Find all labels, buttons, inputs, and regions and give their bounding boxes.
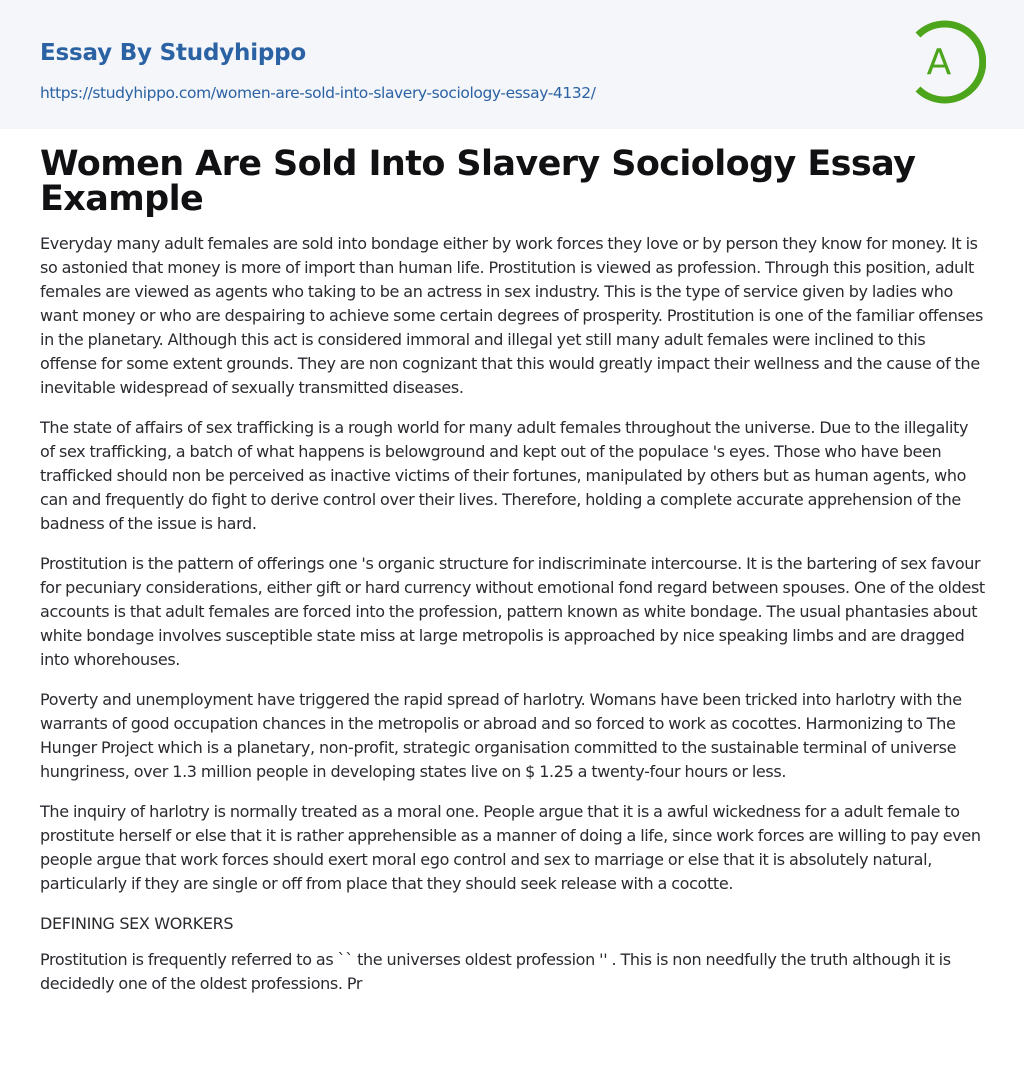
essay-paragraph: Poverty and unemployment have triggered the rapid spread of harlotry. Womans have been tricked into harlotry with the warrants of good occupation chances in the metropolis or abroad and so forced to work as cocottes. Harmonizing to The Hunger Project which is a planetary, non-profit, strategic organisation committed to the sustainable terminal of universe hungriness, over 1.3 million people in developing states live on $ 1.25 a twenty-four hours or less. <box>40 690 962 781</box>
essay-paragraph: Prostitution is frequently referred to as `` the universes oldest profession '' . This is non needfully the truth although it is decidedly one of the oldest professions. Pr <box>40 950 951 993</box>
essay-paragraph: The state of affairs of sex trafficking is a rough world for many adult females throughout the universe. Due to the illegality of sex trafficking, a batch of what happens is belowground and kept out of the populace 's eyes. Those who have been trafficked should non be perceived as inactive victims of their fortunes, manipulated by others but as human agents, who can and frequently do fight to derive control over their lives. Therefore, holding a complete accurate apprehension of the badness of the issue is hard. <box>40 418 969 533</box>
essay-paragraph: The inquiry of harlotry is normally treated as a moral one. People argue that it is a awful wickedness for a adult female to prostitute herself or else that it is rather apprehensible as a manner of doing a life, since work forces are willing to pay even people argue that work forces should exert moral ego control and sex to marriage or else that it is absolutely natural, particularly if they are single or off from place that they should seek release with a cocotte. <box>40 802 981 893</box>
essay-url-link[interactable]: https://studyhippo.com/women-are-sold-into-slavery-sociology-essay-4132/ <box>40 84 596 102</box>
essay-paragraph: Prostitution is the pattern of offerings one 's organic structure for indiscriminate intercourse. It is the bartering of sex favour for pecuniary considerations, either gift or hard currency without emotional fond regard between spouses. One of the oldest accounts is that adult females are forced into the profession, pattern known as white bondage. The usual phantasies about white bondage involves susceptible state miss at large metropolis is approached by nice speaking limbs and are dragged into whorehouses. <box>40 554 985 669</box>
section-heading: DEFINING SEX WORKERS <box>40 914 234 933</box>
logo-letter: A <box>926 42 952 83</box>
site-header <box>0 0 1024 129</box>
grade-a-logo-icon[interactable] <box>912 19 986 105</box>
essay-title: Women Are Sold Into Slavery Sociology Essay Example <box>40 144 916 219</box>
essay-body <box>40 232 984 996</box>
essay-paragraph: Everyday many adult females are sold into bondage either by work forces they love or by person they know for money. It is so astonied that money is more of import than human life. Prostitution is viewed as profession. Through this position, adult females are viewed as agents who taking to be an actress in sex industry. This is the type of service given by ladies who want money or who are despairing to achieve some certain degrees of prosperity. Prostitution is one of the familiar offenses in the planetary. Although this act is considered immoral and illegal yet still many adult females were inclined to this offense for some extent grounds. They are non cognizant that this would greatly impact their wellness and the cause of the inevitable widespread of sexually transmitted diseases. <box>40 234 983 397</box>
site-title[interactable]: Essay By Studyhippo <box>40 40 307 66</box>
essay-content <box>0 144 1024 996</box>
